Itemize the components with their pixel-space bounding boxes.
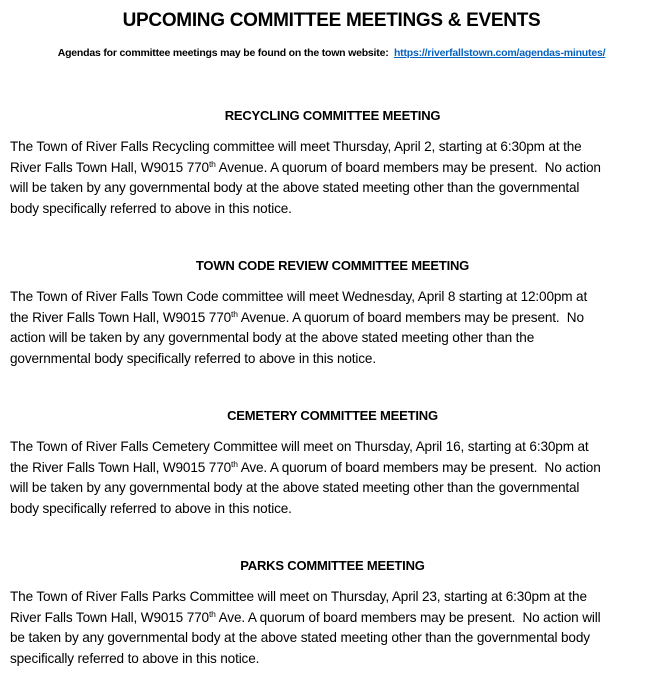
notice-line: body specifically referred to above in this notice. <box>10 500 292 516</box>
notice-line: The Town of River Falls Recycling committee will meet Thursday, April 2, starting at 6:30pm at the <box>10 139 582 154</box>
superscript: th <box>208 608 216 619</box>
text: Avenue. A quorum of board members may be present. No action <box>215 159 601 175</box>
meeting-heading: PARKS COMMITTEE MEETING <box>240 558 425 573</box>
notice-line: The Town of River Falls Cemetery Committee will meet on Thursday, April 16, starting at 6:30pm at <box>10 439 589 454</box>
agenda-note-text: Agendas for committee meetings may be found on the town website: <box>57 47 394 59</box>
notice-line: specifically referred to above in this notice. <box>10 650 260 666</box>
superscript: th <box>231 458 238 469</box>
text: River Falls Town Hall, W9015 770 <box>10 609 209 625</box>
text: the River Falls Town Hall, W9015 770 <box>10 459 232 475</box>
text: Ave. A quorum of board members may be present. No action <box>237 459 601 475</box>
notice-line: action will be taken by any governmental body at the above stated meeting other than the <box>10 330 535 345</box>
meeting-notice-town-code <box>10 257 655 369</box>
agenda-note <box>0 47 663 59</box>
text: River Falls Town Hall, W9015 770 <box>10 159 209 175</box>
meeting-heading: CEMETERY COMMITTEE MEETING <box>227 408 438 423</box>
text: the River Falls Town Hall, W9015 770 <box>10 309 232 325</box>
text: Avenue. A quorum of board members may be present. No <box>237 309 584 325</box>
superscript: th <box>231 308 238 319</box>
meeting-heading: RECYCLING COMMITTEE MEETING <box>224 108 441 123</box>
meeting-notice-recycling <box>10 107 655 219</box>
agendas-link[interactable]: https://riverfallstown.com/agendas-minutes/ <box>393 47 606 59</box>
superscript: th <box>208 158 216 169</box>
notice-line: will be taken by any governmental body at the above stated meeting other than the governmental <box>10 480 580 495</box>
notice-line: The Town of River Falls Town Code committee will meet Wednesday, April 8 starting at 12:00pm at <box>10 289 588 304</box>
text: Ave. A quorum of board members may be present. No action will <box>215 609 601 625</box>
notice-line: The Town of River Falls Parks Committee will meet on Thursday, April 23, starting at 6:30pm at the <box>10 589 587 604</box>
notice-line: body specifically referred to above in this notice. <box>10 200 292 216</box>
notice-line: will be taken by any governmental body at the above stated meeting other than the governmental <box>10 180 580 195</box>
meeting-notice-parks <box>10 557 655 669</box>
notice-line <box>10 308 655 329</box>
notice-line: governmental body specifically referred to above in this notice. <box>10 350 376 366</box>
notice-line <box>10 608 655 629</box>
meeting-heading: TOWN CODE REVIEW COMMITTEE MEETING <box>195 258 470 273</box>
notice-line <box>10 158 655 179</box>
meeting-notice-cemetery <box>10 407 655 519</box>
page-title: UPCOMING COMMITTEE MEETINGS & EVENTS <box>122 10 541 31</box>
notice-line: be taken by any governmental body at the above stated meeting other than the governmental body <box>10 630 590 645</box>
notice-line <box>10 458 655 479</box>
